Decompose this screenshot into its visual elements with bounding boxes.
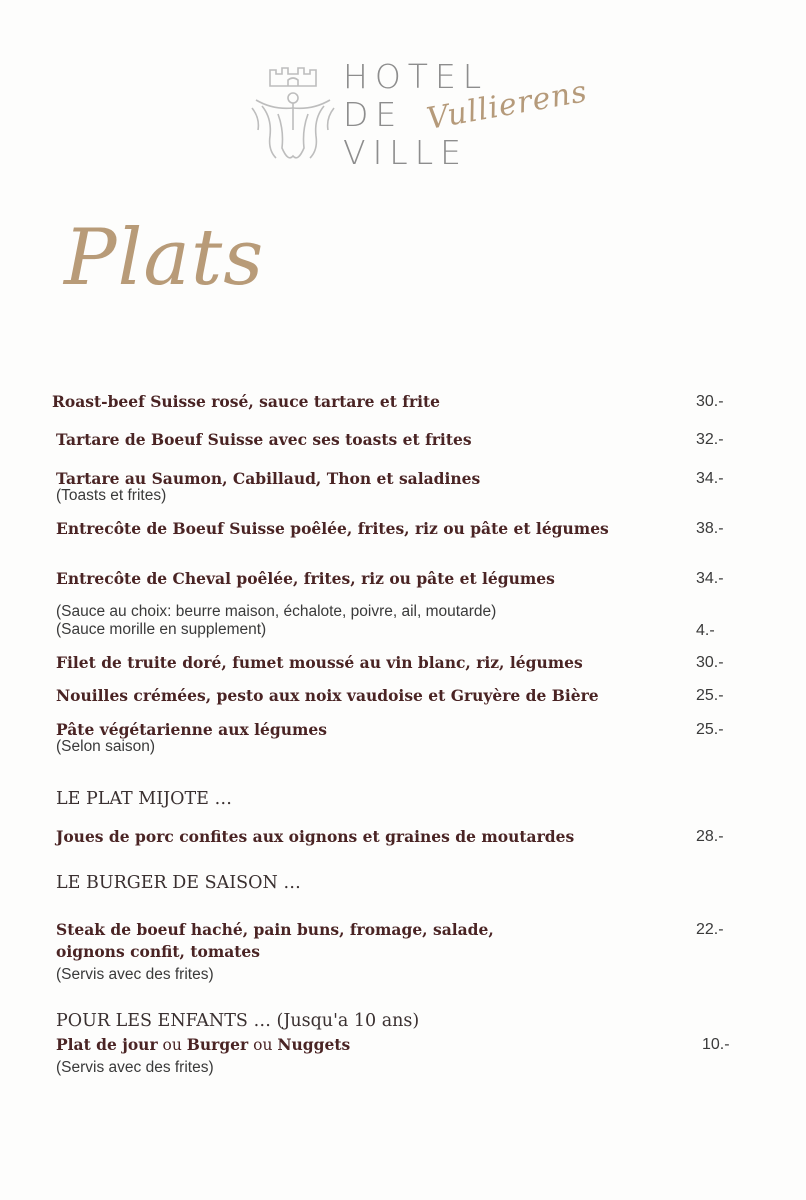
item-price: 38.- — [696, 520, 724, 537]
item-name: Filet de truite doré, fumet moussé au vin blanc, riz, légumes — [56, 653, 583, 672]
section-heading: POUR LES ENFANTS … (Jusqu'a 10 ans) — [56, 1011, 420, 1031]
section-heading: LE BURGER DE SAISON … — [56, 873, 301, 893]
item-separator: ou — [248, 1036, 278, 1054]
item-price: 34.- — [696, 570, 724, 587]
item-price: 32.- — [696, 431, 724, 448]
item-name-line2: oignons confit, tomates — [56, 942, 261, 961]
hotel-logo — [248, 57, 591, 188]
item-option: Plat de jour — [56, 1035, 158, 1054]
item-price: 4.- — [696, 622, 715, 639]
item-price: 22.- — [696, 921, 724, 938]
item-name: Joues de porc confites aux oignons et graines de moutardes — [56, 827, 575, 846]
item-name: Tartare au Saumon, Cabillaud, Thon et saladines — [56, 469, 481, 488]
item-name: Roast-beef Suisse rosé, sauce tartare et frite — [52, 392, 441, 411]
item-name-line1: Steak de boeuf haché, pain buns, fromage, salade, — [56, 920, 494, 939]
item-name: Entrecôte de Cheval poêlée, frites, riz ou pâte et légumes — [56, 569, 555, 588]
item-separator: ou — [157, 1036, 187, 1054]
item-option: Nuggets — [277, 1035, 351, 1054]
item-price: 34.- — [696, 470, 724, 487]
page-title: Plats — [64, 213, 265, 303]
logo-line-hotel: HOTEL — [343, 57, 489, 96]
item-option: Burger — [186, 1035, 249, 1054]
item-name: Pâte végétarienne aux légumes — [56, 720, 327, 739]
item-note: (Toasts et frites) — [56, 487, 167, 504]
item-price: 25.- — [696, 687, 724, 704]
item-name: Nouilles crémées, pesto aux noix vaudoise et Gruyère de Bière — [56, 686, 599, 705]
logo-line-de: DE — [343, 95, 404, 134]
item-price: 30.- — [696, 393, 724, 410]
item-price: 10.- — [702, 1036, 730, 1053]
item-price: 28.- — [696, 828, 724, 845]
item-note: (Selon saison) — [56, 738, 156, 755]
hotel-emblem-icon — [248, 58, 338, 168]
item-name: Entrecôte de Boeuf Suisse poêlée, frites, riz ou pâte et légumes — [56, 519, 609, 538]
item-note: (Servis avec des frites) — [56, 966, 214, 983]
logo-script: Vullierens — [424, 74, 591, 137]
item-note: (Servis avec des frites) — [56, 1059, 214, 1076]
sauce-supplement-note: (Sauce morille en supplement) — [56, 621, 267, 638]
item-price: 25.- — [696, 721, 724, 738]
item-name — [56, 1035, 350, 1055]
logo-line-ville: VILLE — [343, 133, 468, 172]
sauce-note: (Sauce au choix: beurre maison, échalote, poivre, ail, moutarde) — [56, 603, 497, 620]
section-heading: LE PLAT MIJOTE … — [56, 789, 232, 809]
item-price: 30.- — [696, 654, 724, 671]
item-name: Tartare de Boeuf Suisse avec ses toasts et frites — [56, 430, 472, 449]
